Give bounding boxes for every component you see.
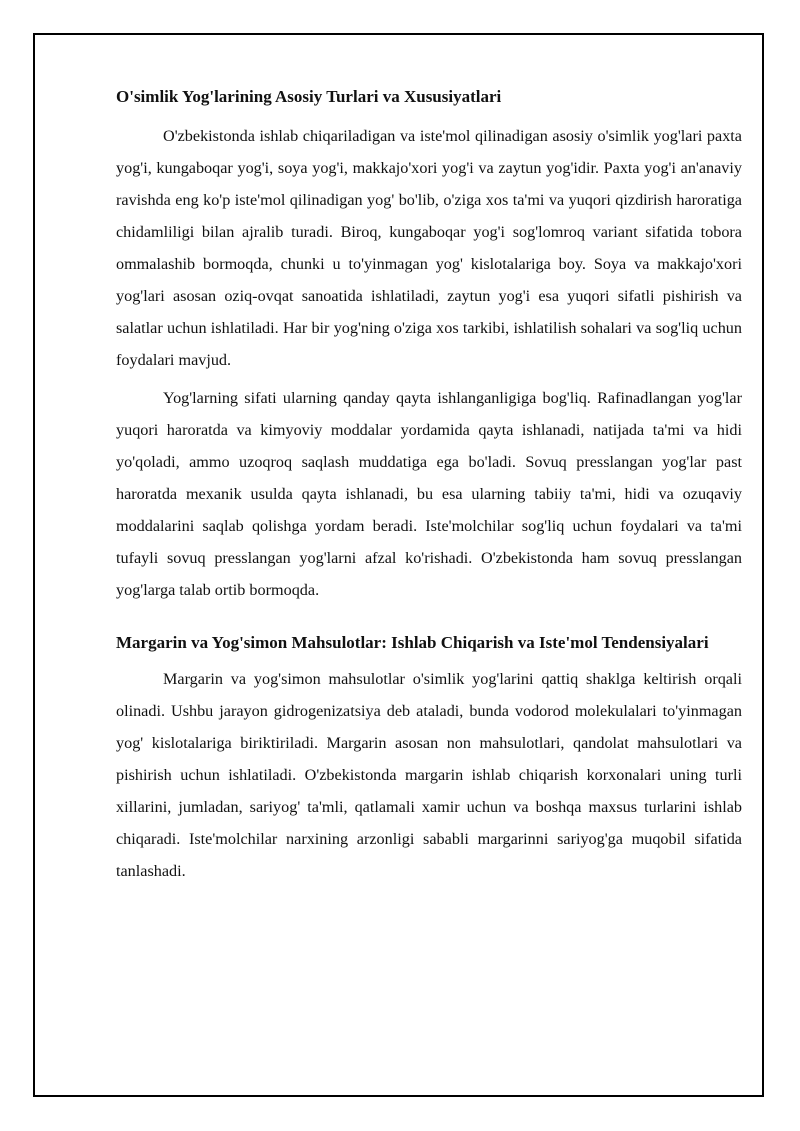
section-heading-margarine: Margarin va Yog'simon Mahsulotlar: Ishlab Chiqarish va Iste'mol Tendensiyalari (116, 633, 709, 652)
section-heading-plant-oils: O'simlik Yog'larining Asosiy Turlari va Xususiyatlari (116, 87, 502, 106)
paragraph-oil-types: O'zbekistonda ishlab chiqariladigan va iste'mol qilinadigan asosiy o'simlik yog'lari paxta yog'i, kungaboqar yog'i, soya yog'i, makkajo'xori yog'i va zaytun yog'idir. Paxta yog'i an'anaviy ravishda eng ko'p iste'mol qilinadigan yog' bo'lib, o'ziga xos ta'mi va yuqori qizdirish haroratiga chidamliligi bilan ajralib turadi. Biroq, kungaboqar yog'i sog'lomroq variant sifatida tobora ommalashib bormoqda, chunki u to'yinmagan yog' kislotalariga boy. Soya va makkajo'xori yog'lari asosan oziq-ovqat sanoatida ishlatiladi, zaytun yog'i esa yuqori sifatli pishirish va salatlar uchun ishlatiladi. Har bir yog'ning o'ziga xos tarkibi, ishlatilish sohalari va sog'liq uchun foydalari mavjud. (116, 127, 742, 369)
paragraph-oil-quality: Yog'larning sifati ularning qanday qayta ishlanganligiga bog'liq. Rafinadlangan yog'lar yuqori haroratda va kimyoviy moddalar yordamida qayta ishlanadi, natijada ta'mi va hidi yo'qoladi, ammo uzoqroq saqlash muddatiga ega bo'ladi. Sovuq presslangan yog'lar past haroratda mexanik usulda qayta ishlanadi, bu esa ularning tabiiy ta'mi, hidi va ozuqaviy moddalarini saqlab qolishga yordam beradi. Iste'molchilar sog'liq uchun foydalari va ta'mi tufayli sovuq presslangan yog'larni afzal ko'rishadi. O'zbekistonda ham sovuq presslangan yog'larga talab ortib bormoqda. (116, 389, 742, 599)
paragraph-margarine: Margarin va yog'simon mahsulotlar o'simlik yog'larini qattiq shaklga keltirish orqali olinadi. Ushbu jarayon gidrogenizatsiya deb ataladi, bunda vodorod molekulalari to'yinmagan yog' kislotalariga biriktiriladi. Margarin asosan non mahsulotlari, qandolat mahsulotlari va pishirish uchun ishlatiladi. O'zbekistonda margarin ishlab chiqarish korxonalari uning turli xillarini, jumladan, sariyog' ta'mli, qatlamali xamir uchun va boshqa maxsus turlarini ishlab chiqaradi. Iste'molchilar narxining arzonligi sababli margarinni sariyog'ga muqobil sifatida tanlashadi. (116, 670, 742, 880)
document-body (116, 84, 742, 893)
